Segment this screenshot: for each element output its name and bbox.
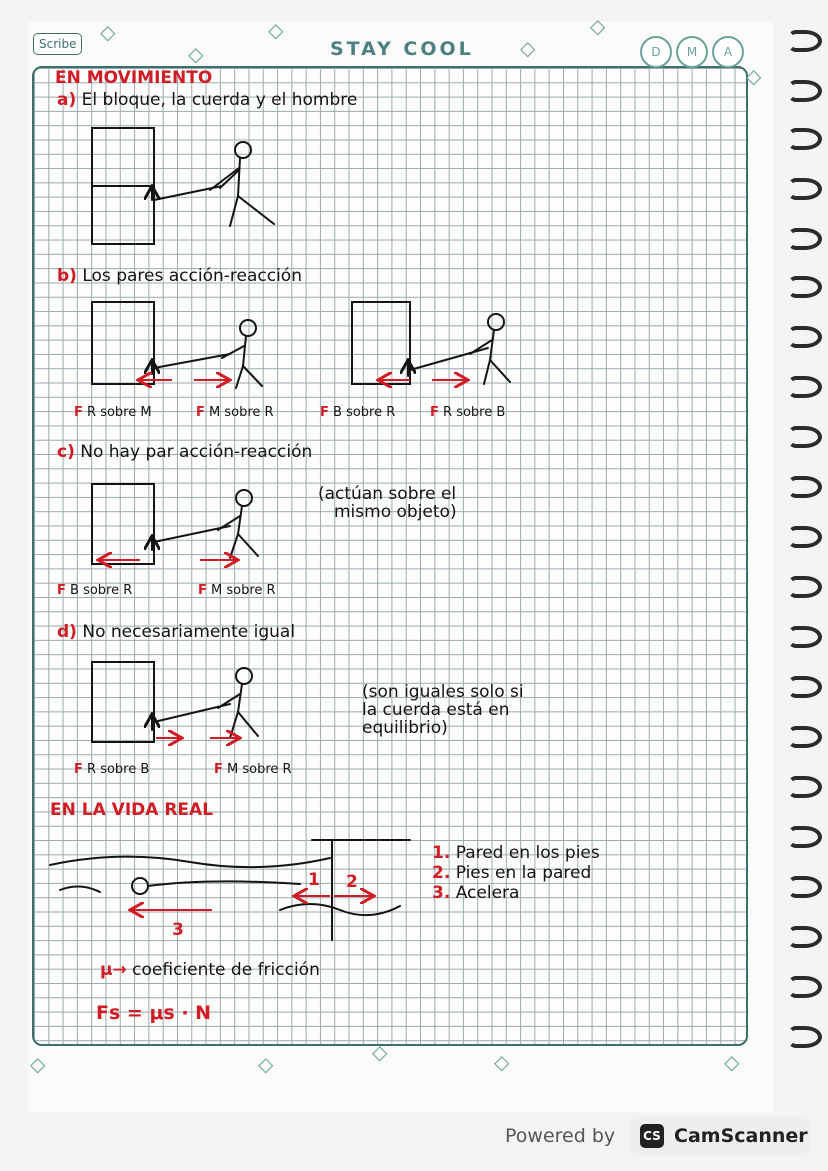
- item-text: Los pares acción-reacción: [82, 266, 302, 286]
- list-item: 2. Pies en la pared: [432, 863, 592, 883]
- sketch-b-right: [352, 302, 510, 384]
- diamond-icon: ◇: [30, 1052, 46, 1076]
- item-text: No hay par acción-reacción: [80, 442, 313, 462]
- page-header-title: STAY COOL: [330, 38, 474, 60]
- force-label: F B sobre R: [320, 405, 396, 420]
- diamond-icon: ◇: [372, 1040, 388, 1064]
- diamond-icon: ◇: [258, 1052, 274, 1076]
- section-title: EN MOVIMIENTO: [55, 68, 213, 88]
- list-item: 1. Pared en los pies: [432, 843, 600, 863]
- force-label: F M sobre R: [196, 405, 274, 420]
- camscanner-icon: CS: [640, 1124, 664, 1148]
- mu-symbol: μ→: [100, 960, 127, 980]
- diamond-icon: ◇: [724, 1050, 740, 1074]
- item-text: No necesariamente igual: [82, 622, 296, 642]
- force-label: F B sobre R: [57, 583, 133, 598]
- diamond-icon: ◇: [746, 64, 762, 88]
- year-circle: A: [712, 36, 744, 68]
- day-circle: D: [640, 36, 672, 68]
- friction-text: coeficiente de fricción: [132, 960, 320, 980]
- force-label: F M sobre R: [214, 762, 292, 777]
- diagram-number: 3: [172, 920, 184, 940]
- list-item: 3. Acelera: [432, 883, 520, 903]
- sketch-swimmer: [50, 840, 410, 940]
- diamond-icon: ◇: [494, 1050, 510, 1074]
- force-label: F R sobre B: [430, 405, 506, 420]
- item-label: a): [57, 90, 77, 110]
- diagram-number: 2: [346, 872, 358, 892]
- camscanner-brand: CamScanner: [674, 1125, 808, 1147]
- item-label: d): [57, 622, 77, 642]
- diamond-icon: ◇: [520, 36, 536, 60]
- powered-by-text: Powered by: [505, 1125, 616, 1147]
- month-circle: M: [676, 36, 708, 68]
- sketch-a: [92, 128, 274, 244]
- friction-formula: Fs = μs · N: [96, 1002, 212, 1024]
- note: la cuerda está en: [362, 700, 510, 720]
- sketch-d: [92, 662, 258, 742]
- item-label: c): [57, 442, 75, 462]
- force-label: F M sobre R: [198, 583, 276, 598]
- note: (son iguales solo si: [362, 682, 524, 702]
- note: mismo objeto): [334, 502, 457, 522]
- note: (actúan sobre el: [318, 484, 457, 504]
- diamond-icon: ◇: [100, 20, 116, 44]
- force-label: F R sobre B: [74, 762, 150, 777]
- diamond-icon: ◇: [268, 18, 284, 42]
- force-label: F R sobre M: [74, 405, 152, 420]
- diagram-number: 1: [308, 870, 320, 890]
- item-label: b): [57, 266, 77, 286]
- scribe-logo: Scribe: [33, 33, 82, 55]
- diamond-icon: ◇: [590, 14, 606, 38]
- sketch-b-left: [92, 302, 262, 388]
- section-title: EN LA VIDA REAL: [50, 800, 214, 820]
- diamond-icon: ◇: [188, 42, 204, 66]
- item-text: El bloque, la cuerda y el hombre: [81, 90, 358, 110]
- note: equilibrio): [362, 718, 448, 738]
- sketch-c: [92, 484, 258, 564]
